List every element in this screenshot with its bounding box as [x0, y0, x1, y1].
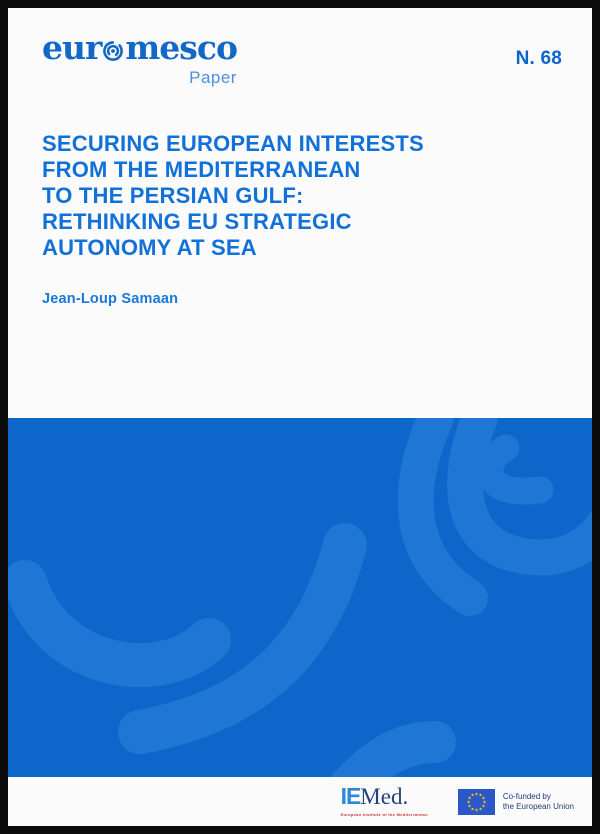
cover-artwork — [8, 418, 592, 777]
eu-funding-line1: Co-funded by — [502, 791, 551, 801]
title-line: TO THE PERSIAN GULF: — [42, 183, 304, 208]
issue-number: N. 68 — [515, 48, 562, 69]
logo-text-post: mesco — [125, 28, 237, 67]
euromesco-wordmark — [42, 30, 237, 66]
iemed-name: Med. — [360, 784, 409, 809]
paper-subtitle: Paper — [189, 68, 237, 87]
iemed-wordmark — [340, 783, 409, 810]
eu-funding-line2: the European Union — [502, 801, 574, 811]
title-line: FROM THE MEDITERRANEAN — [42, 157, 361, 182]
author-name: Jean-Loup Samaan — [42, 291, 179, 307]
eu-flag-icon — [458, 789, 495, 815]
logo-text-pre: eur — [42, 28, 102, 67]
svg-text:★: ★ — [478, 807, 483, 812]
iemed-acronym: IE — [340, 783, 361, 809]
svg-text:★: ★ — [481, 804, 486, 810]
svg-text:★: ★ — [474, 792, 479, 798]
paper-title — [42, 131, 562, 261]
svg-text:★: ★ — [474, 808, 479, 814]
title-line: SECURING EUROPEAN INTERESTS — [42, 131, 424, 156]
iemed-logo — [340, 783, 428, 817]
svg-text:★: ★ — [478, 793, 483, 799]
arc-bottom — [338, 742, 435, 777]
eu-funding-block — [458, 789, 574, 815]
svg-text:★: ★ — [467, 796, 472, 802]
iemed-tagline: European Institute of the Mediterranean — [340, 812, 428, 817]
footer — [8, 777, 592, 826]
spiral-icon — [102, 33, 124, 69]
title-line: AUTONOMY AT SEA — [42, 235, 257, 260]
svg-text:★: ★ — [467, 804, 472, 810]
svg-text:★: ★ — [466, 800, 471, 806]
eu-funding-text — [503, 792, 574, 812]
paper-cover — [8, 8, 592, 826]
svg-text:★: ★ — [470, 807, 475, 812]
arc-decorations — [8, 418, 592, 777]
svg-text:★: ★ — [481, 796, 486, 802]
euromesco-logo — [42, 30, 237, 87]
cover-header — [8, 8, 592, 87]
arc-smile — [25, 582, 209, 665]
svg-text:★: ★ — [482, 800, 487, 806]
svg-text:★: ★ — [470, 793, 475, 799]
title-line: RETHINKING EU STRATEGIC — [42, 209, 352, 234]
arc-hook — [490, 448, 540, 491]
